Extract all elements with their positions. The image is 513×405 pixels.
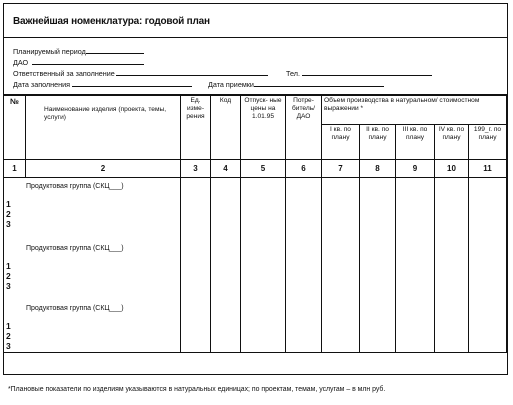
form-title: Важнейшая номенклатура: годовой план [4,4,507,38]
col-header-price: Отпуск- ные цены на 1.01.95 [241,96,286,160]
column-number: 5 [241,160,286,178]
column-number-row [4,160,507,178]
product-group-label: Продуктовая группа (СКЦ___) [26,245,124,252]
code-cell[interactable] [211,178,241,353]
fill-date-label: Дата заполнения [13,80,70,89]
col-header-unit: Ед. изме- рения [181,96,211,160]
row-number: 3 [6,281,11,291]
column-number: 11 [469,160,507,178]
column-number: 2 [26,160,181,178]
product-groups [4,178,180,352]
form-frame [3,3,508,375]
row-number: 3 [6,219,11,229]
table-body-row [4,178,507,353]
column-number: 4 [211,160,241,178]
product-group-label: Продуктовая группа (СКЦ___) [26,183,124,190]
col-header-q4: IV кв. по плану [435,125,469,160]
q3-cell[interactable] [396,178,435,353]
phone-line[interactable] [302,75,432,76]
planned-period-line[interactable] [86,53,144,54]
q1-cell[interactable] [322,178,360,353]
column-number: 6 [286,160,322,178]
col-header-code: Код [211,96,241,160]
dao-line[interactable] [32,64,144,65]
col-header-q3: III кв. по плану [396,125,435,160]
phone-label: Тел. [286,69,300,78]
col-header-q1: I кв. по плану [322,125,360,160]
planned-period-label: Планируемый период [13,47,86,56]
col-header-consumer: Потре- битель/ ДАО [286,96,322,160]
year-cell[interactable] [469,178,507,353]
col-header-name: Наименование изделия (проекта, темы, услуги) [26,96,181,160]
column-number: 1 [4,160,26,178]
dao-label: ДАО [13,58,29,67]
accept-date-label: Дата приемки [208,80,254,89]
row-number: 1 [6,199,11,209]
column-number: 9 [396,160,435,178]
price-cell[interactable] [241,178,286,353]
consumer-cell[interactable] [286,178,322,353]
row-number: 2 [6,271,11,281]
column-number: 10 [435,160,469,178]
header-fields [4,38,507,95]
col-header-no: № [4,96,26,160]
column-number: 7 [322,160,360,178]
column-number: 8 [360,160,396,178]
responsible-line[interactable] [116,75,268,76]
q2-cell[interactable] [360,178,396,353]
product-group-label: Продуктовая группа (СКЦ___) [26,305,124,312]
row-number: 3 [6,341,11,351]
row-number: 1 [6,261,11,271]
col-header-year: 199_г. по плану [469,125,507,160]
responsible-label: Ответственный за заполнение [13,69,115,78]
nomenclature-table [3,95,507,353]
accept-date-line[interactable] [254,86,384,87]
unit-cell[interactable] [181,178,211,353]
row-number: 2 [6,209,11,219]
column-number: 3 [181,160,211,178]
product-groups-cell[interactable] [4,178,181,353]
row-number: 2 [6,331,11,341]
col-header-volume: Объем производства в натуральном/ стоимостном выражении * [322,96,507,125]
col-header-q2: II кв. по плану [360,125,396,160]
row-number: 1 [6,321,11,331]
fill-date-line[interactable] [72,86,192,87]
q4-cell[interactable] [435,178,469,353]
footnote: *Плановые показатели по изделиям указываются в натуральных единицах; по проектам, темам, услугам – в млн руб. [8,386,386,393]
